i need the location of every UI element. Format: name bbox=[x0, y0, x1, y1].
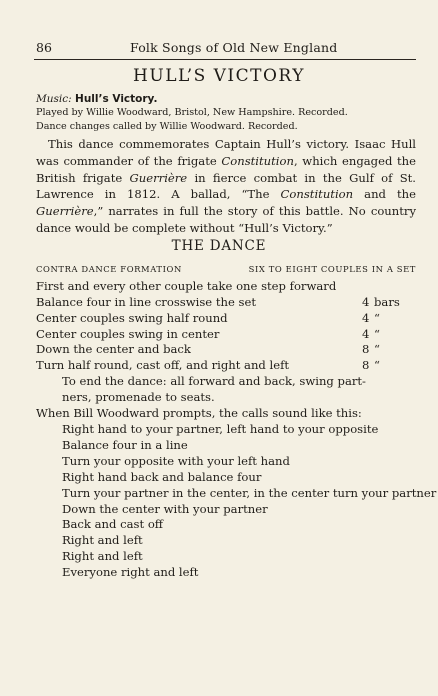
dance-step-unit: “ bbox=[374, 342, 380, 357]
dance-step-count: 8 bbox=[362, 342, 370, 357]
dance-step-text: Balance four in line crosswise the set bbox=[36, 295, 256, 309]
call-line: Right hand to your partner, left hand to your opposite bbox=[62, 422, 379, 436]
music-title: Hull’s Victory. bbox=[75, 93, 158, 105]
dance-step-row bbox=[36, 342, 416, 358]
ending-line-2: ners, promenade to seats. bbox=[62, 390, 215, 404]
prompts-intro: When Bill Woodward prompts, the calls sound like this: bbox=[36, 406, 362, 420]
call-line: Back and cast off bbox=[62, 517, 164, 532]
header-rule bbox=[34, 59, 416, 60]
call-line: Balance four in a line bbox=[62, 437, 188, 452]
first-instruction: First and every other couple take one step forward bbox=[36, 279, 337, 293]
dance-step-count: 4 bbox=[362, 310, 370, 325]
call-line: Right and left bbox=[62, 533, 143, 548]
music-credit bbox=[36, 93, 157, 105]
dance-step-row bbox=[36, 295, 416, 311]
dance-step-count: 4 bbox=[362, 326, 370, 341]
dance-step-count: 4 bbox=[362, 295, 370, 309]
formation-label: CONTRA DANCE FORMATION bbox=[36, 264, 182, 274]
page-number: 86 bbox=[36, 40, 52, 55]
ending-line-1: To end the dance: all forward and back, swing part- bbox=[62, 374, 366, 388]
dance-step-row bbox=[36, 358, 416, 374]
running-header-title: Folk Songs of Old New England bbox=[130, 40, 338, 55]
dance-step-text: Down the center and back bbox=[36, 342, 191, 357]
set-size-label: SIX TO EIGHT COUPLES IN A SET bbox=[248, 264, 416, 274]
intro-text: This dance commemorates Captain Hull’s victory. Isaac Hull was commander of the frigate Constitution, which engaged the British frigate Guerrière in fierce combat in the Gulf of St. Lawrence in 1812. A ballad, “The Constitution and the Guerrière,” narrates in full the story of this battle. No country dance would be complete without “Hull’s Victory.” bbox=[36, 137, 417, 235]
call-line: Turn your opposite with your left hand bbox=[62, 453, 290, 468]
intro-paragraph bbox=[36, 136, 416, 237]
call-line: Right hand back and balance four bbox=[62, 469, 262, 484]
played-by-credit: Played by Willie Woodward, Bristol, New Hampshire. Recorded. bbox=[36, 107, 348, 118]
call-line: Everyone right and left bbox=[62, 565, 199, 580]
dance-calls-credit: Dance changes called by Willie Woodward. Recorded. bbox=[36, 121, 298, 132]
dance-step-unit: “ bbox=[374, 326, 380, 341]
dance-step-row bbox=[36, 327, 416, 343]
call-line: Right and left bbox=[62, 549, 143, 564]
song-title: HULL’S VICTORY bbox=[133, 66, 305, 86]
dance-step-text: Center couples swing half round bbox=[36, 310, 228, 325]
music-label: Music: bbox=[36, 93, 72, 105]
dance-step-text: Turn half round, cast off, and right and left bbox=[36, 358, 290, 373]
dance-step-count: 8 bbox=[362, 358, 370, 373]
call-line: Turn your partner in the center, in the center turn your partner bbox=[62, 485, 437, 500]
dance-step-text: Center couples swing in center bbox=[36, 326, 220, 341]
dance-step-unit: bars bbox=[374, 295, 400, 309]
call-line: Down the center with your partner bbox=[62, 501, 268, 516]
dance-step-row bbox=[36, 311, 416, 327]
dance-heading: THE DANCE bbox=[171, 238, 267, 254]
dance-step-unit: “ bbox=[374, 358, 380, 373]
dance-step-unit: “ bbox=[374, 310, 380, 325]
